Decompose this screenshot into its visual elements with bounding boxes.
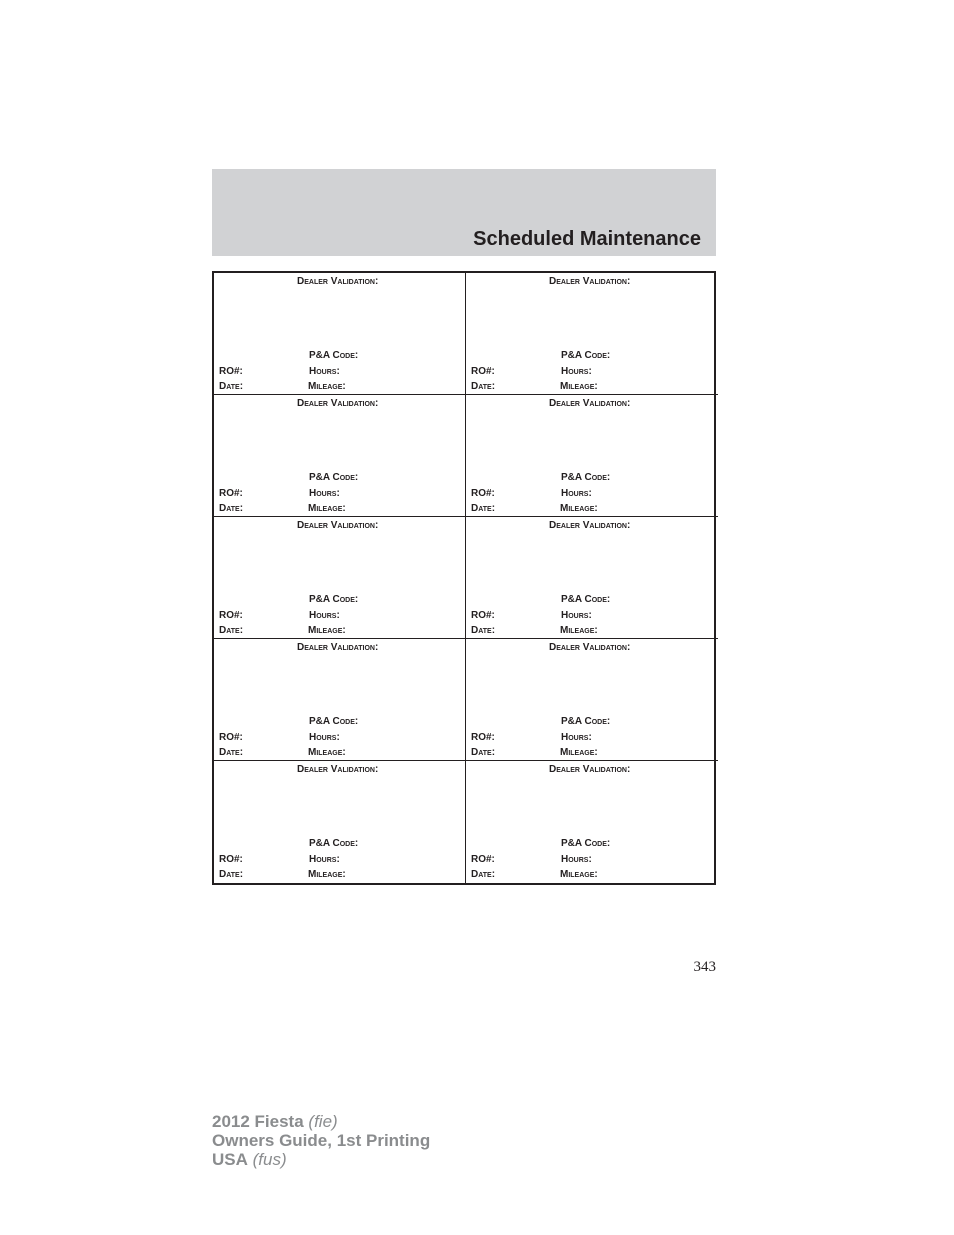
mileage-label: Mileage: (560, 503, 598, 514)
date-label: Date: (219, 747, 244, 758)
date-label: Date: (471, 869, 496, 880)
hours-label: Hours: (561, 488, 592, 499)
mileage-label: Mileage: (308, 747, 346, 758)
ro-number-label: RO#: (219, 488, 243, 499)
mileage-label: Mileage: (308, 503, 346, 514)
maintenance-record-cell (466, 517, 718, 639)
footer-model-code: (fie) (308, 1112, 338, 1131)
ro-number-label: RO#: (219, 366, 243, 377)
date-label: Date: (219, 625, 244, 636)
hours-label: Hours: (309, 366, 340, 377)
ro-number-label: RO#: (471, 488, 495, 499)
maintenance-record-cell (214, 761, 466, 883)
hours-label: Hours: (561, 366, 592, 377)
hours-label: Hours: (309, 854, 340, 865)
dealer-validation-label: Dealer Validation: (549, 398, 631, 409)
footer-line-market (212, 1150, 430, 1169)
mileage-label: Mileage: (560, 381, 598, 392)
date-label: Date: (471, 625, 496, 636)
hours-label: Hours: (561, 610, 592, 621)
page-number: 343 (693, 959, 716, 975)
dealer-validation-label: Dealer Validation: (549, 764, 631, 775)
dealer-validation-label: Dealer Validation: (549, 642, 631, 653)
maintenance-record-cell (214, 273, 466, 395)
pa-code-label: P&A Code: (309, 838, 359, 849)
date-label: Date: (219, 381, 244, 392)
section-title: Scheduled Maintenance (473, 228, 701, 250)
pa-code-label: P&A Code: (561, 594, 611, 605)
date-label: Date: (471, 503, 496, 514)
mileage-label: Mileage: (560, 747, 598, 758)
hours-label: Hours: (561, 732, 592, 743)
ro-number-label: RO#: (219, 610, 243, 621)
dealer-validation-label: Dealer Validation: (297, 642, 379, 653)
pa-code-label: P&A Code: (309, 716, 359, 727)
dealer-validation-label: Dealer Validation: (297, 398, 379, 409)
dealer-validation-label: Dealer Validation: (549, 276, 631, 287)
maintenance-record-cell (214, 395, 466, 517)
ro-number-label: RO#: (471, 610, 495, 621)
ro-number-label: RO#: (471, 732, 495, 743)
hours-label: Hours: (561, 854, 592, 865)
footer-model: 2012 Fiesta (212, 1112, 304, 1131)
footer-guide: Owners Guide, 1st Printing (212, 1131, 431, 1150)
date-label: Date: (471, 381, 496, 392)
maintenance-record-grid (212, 271, 716, 885)
footer-line-model (212, 1112, 430, 1131)
hours-label: Hours: (309, 610, 340, 621)
pa-code-label: P&A Code: (561, 716, 611, 727)
footer-line-guide (212, 1131, 430, 1150)
ro-number-label: RO#: (219, 854, 243, 865)
mileage-label: Mileage: (308, 381, 346, 392)
pa-code-label: P&A Code: (561, 838, 611, 849)
pa-code-label: P&A Code: (309, 472, 359, 483)
maintenance-record-cell (214, 639, 466, 761)
section-header-band (212, 169, 716, 256)
pa-code-label: P&A Code: (561, 472, 611, 483)
footer-market-code: (fus) (252, 1150, 287, 1169)
maintenance-record-cell (466, 273, 718, 395)
pa-code-label: P&A Code: (309, 350, 359, 361)
mileage-label: Mileage: (560, 625, 598, 636)
ro-number-label: RO#: (471, 854, 495, 865)
date-label: Date: (471, 747, 496, 758)
date-label: Date: (219, 869, 244, 880)
date-label: Date: (219, 503, 244, 514)
pa-code-label: P&A Code: (309, 594, 359, 605)
mileage-label: Mileage: (308, 625, 346, 636)
hours-label: Hours: (309, 732, 340, 743)
dealer-validation-label: Dealer Validation: (549, 520, 631, 531)
maintenance-record-cell (466, 639, 718, 761)
dealer-validation-label: Dealer Validation: (297, 520, 379, 531)
dealer-validation-label: Dealer Validation: (297, 276, 379, 287)
mileage-label: Mileage: (560, 869, 598, 880)
maintenance-record-cell (466, 761, 718, 883)
footer-publication-info (212, 1112, 430, 1169)
maintenance-record-cell (214, 517, 466, 639)
maintenance-record-cell (466, 395, 718, 517)
ro-number-label: RO#: (471, 366, 495, 377)
footer-market: USA (212, 1150, 248, 1169)
pa-code-label: P&A Code: (561, 350, 611, 361)
hours-label: Hours: (309, 488, 340, 499)
dealer-validation-label: Dealer Validation: (297, 764, 379, 775)
mileage-label: Mileage: (308, 869, 346, 880)
ro-number-label: RO#: (219, 732, 243, 743)
